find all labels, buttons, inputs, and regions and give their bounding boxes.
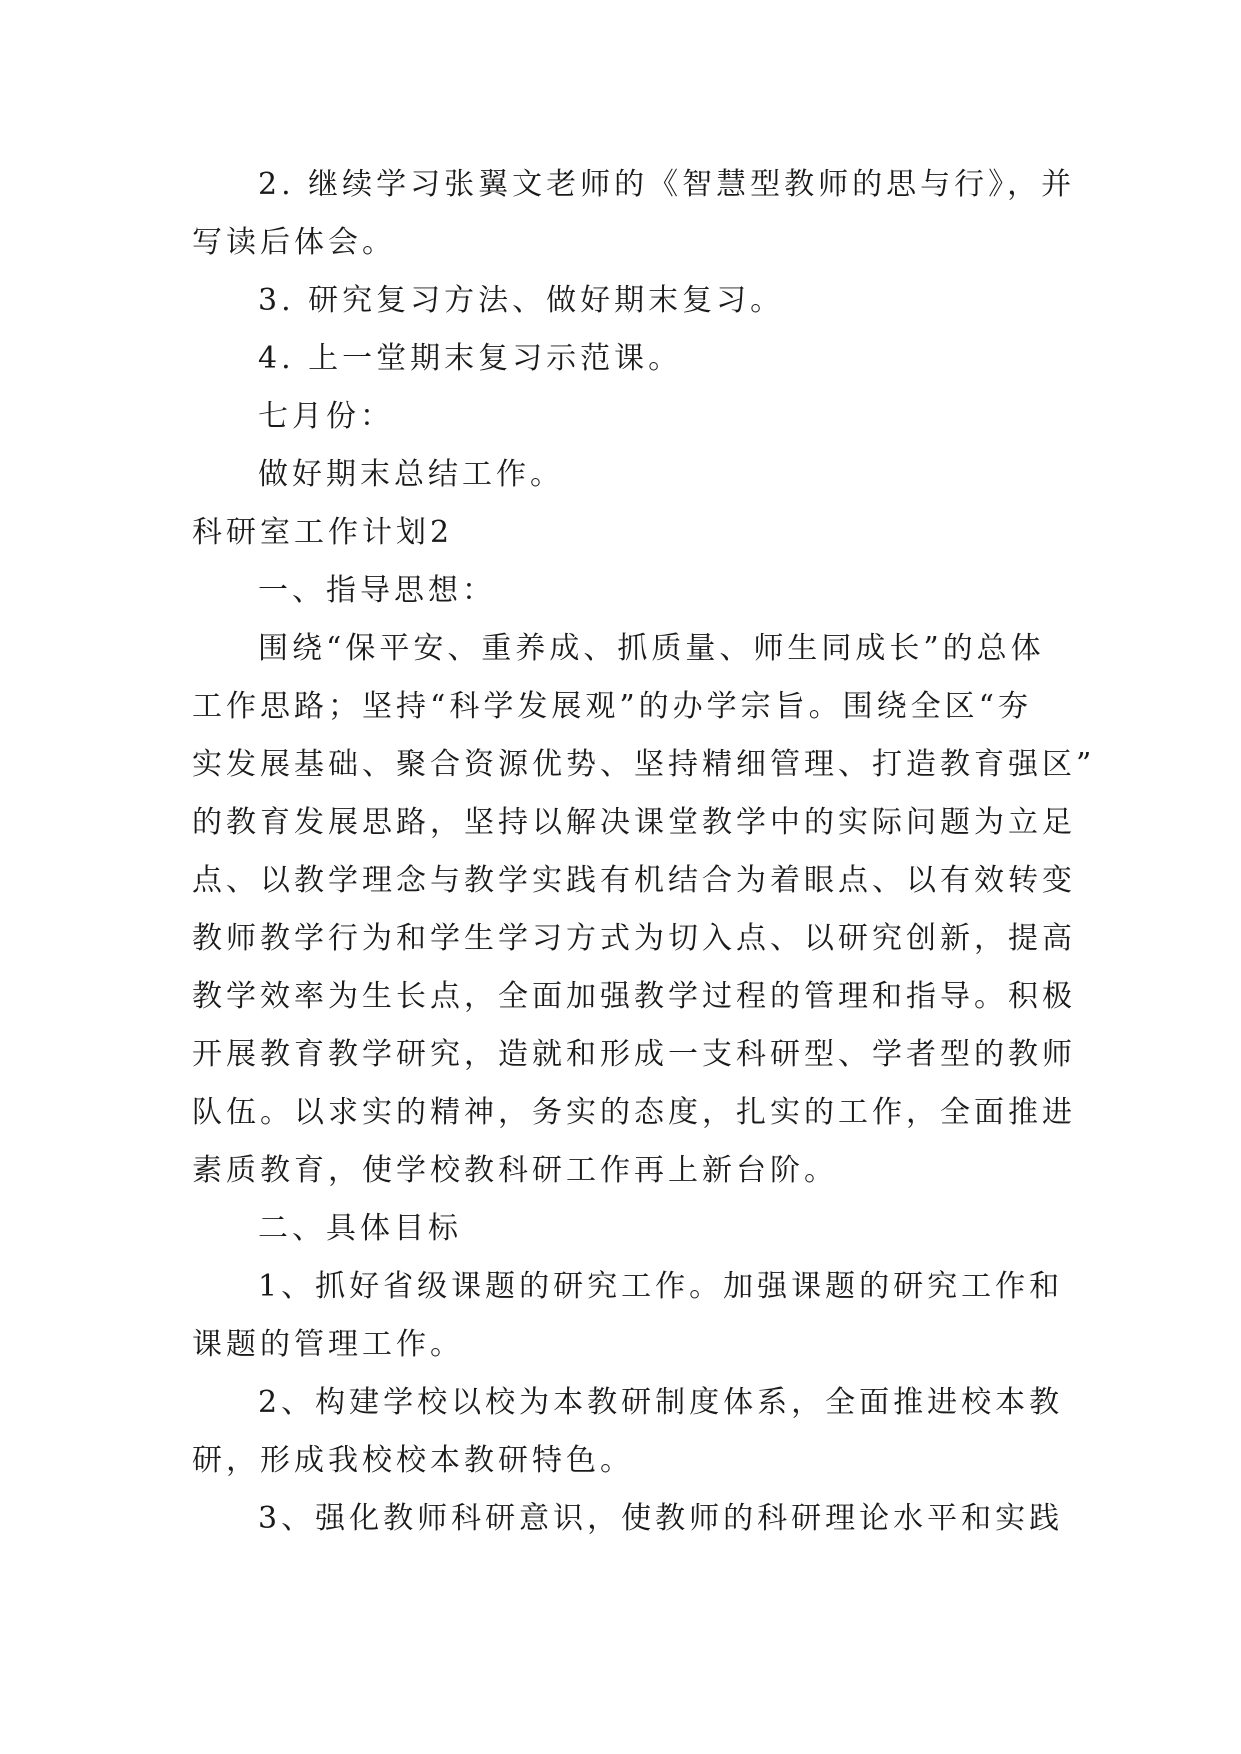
text-line: 课题的管理工作。 bbox=[192, 1327, 464, 1362]
section-heading: 科研室工作计划2 bbox=[192, 515, 454, 550]
text-line: 工作思路；坚持“科学发展观”的办学宗旨。围绕全区“夯 bbox=[192, 689, 1033, 724]
text-line: 写读后体会。 bbox=[192, 225, 396, 260]
text-line: 研，形成我校校本教研特色。 bbox=[192, 1443, 634, 1478]
text-line: 点、以教学理念与教学实践有机结合为着眼点、以有效转变 bbox=[192, 863, 1076, 898]
text-line: 1、抓好省级课题的研究工作。加强课题的研究工作和 bbox=[258, 1269, 1064, 1304]
text-line: 素质教育，使学校教科研工作再上新台阶。 bbox=[192, 1153, 838, 1188]
text-line: 教师教学行为和学生学习方式为切入点、以研究创新，提高 bbox=[192, 921, 1076, 956]
text-line: 3. 研究复习方法、做好期末复习。 bbox=[258, 283, 785, 318]
text-line: 做好期末总结工作。 bbox=[258, 457, 564, 492]
text-line: 七月份： bbox=[258, 399, 394, 434]
text-line: 2、构建学校以校为本教研制度体系，全面推进校本教 bbox=[258, 1385, 1064, 1420]
text-line: 一、指导思想： bbox=[258, 573, 496, 608]
text-line: 教学效率为生长点，全面加强教学过程的管理和指导。积极 bbox=[192, 979, 1076, 1014]
text-line: 4. 上一堂期末复习示范课。 bbox=[258, 341, 683, 376]
text-line: 开展教育教学研究，造就和形成一支科研型、学者型的教师 bbox=[192, 1037, 1076, 1072]
text-line: 围绕“保平安、重养成、抓质量、师生同成长”的总体 bbox=[258, 631, 1045, 666]
text-line: 实发展基础、聚合资源优势、坚持精细管理、打造教育强区” bbox=[192, 747, 1096, 782]
text-line: 3、强化教师科研意识，使教师的科研理论水平和实践 bbox=[258, 1501, 1064, 1536]
text-line: 队伍。以求实的精神，务实的态度，扎实的工作，全面推进 bbox=[192, 1095, 1076, 1130]
text-line: 2. 继续学习张翼文老师的《智慧型教师的思与行》，并 bbox=[258, 167, 1076, 202]
text-line: 的教育发展思路，坚持以解决课堂教学中的实际问题为立足 bbox=[192, 805, 1076, 840]
text-line: 二、具体目标 bbox=[258, 1211, 462, 1246]
